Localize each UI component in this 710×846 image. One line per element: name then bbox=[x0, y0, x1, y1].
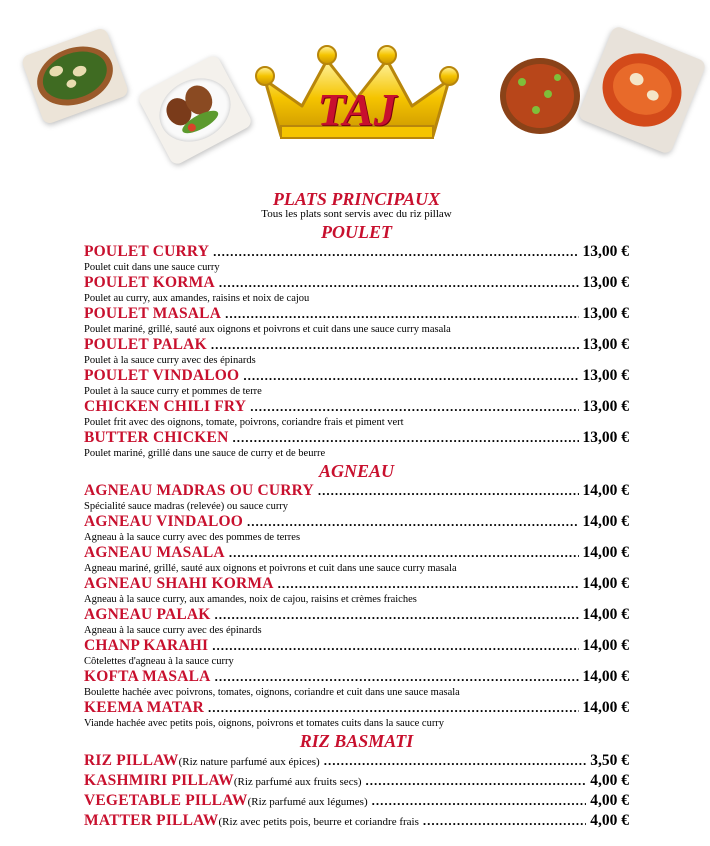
item-description: Agneau à la sauce curry, aux amandes, noix de cajou, raisins et crèmes fraiches bbox=[84, 594, 417, 605]
item-note: (Riz avec petits pois, beurre et coriandre frais bbox=[218, 816, 419, 828]
item-price: 14,00 € bbox=[582, 606, 629, 623]
spinach-curry-photo bbox=[20, 27, 129, 125]
section-agneau bbox=[84, 482, 629, 730]
item-description: Poulet à la sauce curry et pommes de terre bbox=[84, 386, 262, 397]
item-price: 4,00 € bbox=[590, 772, 629, 789]
item-description: Poulet mariné, grillé, sauté aux oignons et poivrons et cuit dans une sauce curry masala bbox=[84, 324, 451, 335]
leader-dots bbox=[324, 753, 587, 769]
item-price: 14,00 € bbox=[582, 637, 629, 654]
item-description: Spécialité sauce madras (relevée) ou sauce curry bbox=[84, 501, 289, 512]
section-poulet bbox=[84, 243, 629, 460]
leader-dots bbox=[318, 483, 579, 499]
leader-dots bbox=[225, 306, 578, 322]
menu-item bbox=[84, 336, 629, 367]
item-price: 13,00 € bbox=[582, 274, 629, 291]
item-price: 13,00 € bbox=[582, 336, 629, 353]
item-name: CHICKEN CHILI FRY bbox=[84, 398, 247, 415]
item-price: 14,00 € bbox=[582, 544, 629, 561]
leader-dots bbox=[208, 700, 578, 716]
menu-item bbox=[84, 544, 629, 575]
leader-dots bbox=[212, 638, 578, 654]
menu-header bbox=[0, 0, 710, 175]
leader-dots bbox=[366, 773, 587, 789]
section-title-poulet: POULET bbox=[321, 222, 392, 242]
leader-dots bbox=[232, 430, 578, 446]
item-name: CHANP KARAHI bbox=[84, 637, 209, 654]
keema-matar-photo bbox=[496, 50, 586, 138]
menu-item bbox=[84, 606, 629, 637]
menu-item bbox=[84, 699, 629, 730]
item-name: POULET VINDALOO bbox=[84, 367, 240, 384]
item-name: POULET MASALA bbox=[84, 305, 222, 322]
item-description: Poulet frit avec des oignons, tomate, poivrons, coriandre frais et piment vert bbox=[84, 417, 404, 428]
item-price: 13,00 € bbox=[582, 367, 629, 384]
item-name: KOFTA MASALA bbox=[84, 668, 211, 685]
leader-dots bbox=[211, 337, 579, 353]
item-price: 3,50 € bbox=[590, 752, 629, 769]
item-description: Poulet au curry, aux amandes, raisins et noix de cajou bbox=[84, 293, 310, 304]
item-description: Poulet à la sauce curry avec des épinards bbox=[84, 355, 256, 366]
taj-logo bbox=[247, 40, 467, 150]
item-name: MATTER PILLAW bbox=[84, 812, 219, 829]
menu-item bbox=[84, 398, 629, 429]
item-price: 4,00 € bbox=[590, 812, 629, 829]
menu-note: Tous les plats sont servis avec du riz pillaw bbox=[261, 208, 452, 220]
leader-dots bbox=[278, 576, 579, 592]
butter-chicken-photo bbox=[577, 25, 707, 155]
item-name: AGNEAU MADRAS OU CURRY bbox=[84, 482, 314, 499]
item-name: POULET CURRY bbox=[84, 243, 210, 260]
menu-item bbox=[84, 513, 629, 544]
menu-item bbox=[84, 772, 629, 792]
menu-item bbox=[84, 575, 629, 606]
item-price: 14,00 € bbox=[582, 482, 629, 499]
leader-dots bbox=[372, 793, 587, 809]
menu-item bbox=[84, 668, 629, 699]
menu-item bbox=[84, 274, 629, 305]
item-price: 14,00 € bbox=[582, 575, 629, 592]
item-description: Poulet mariné, grillé dans une sauce de curry et de beurre bbox=[84, 448, 326, 459]
leader-dots bbox=[423, 813, 586, 829]
item-price: 14,00 € bbox=[582, 513, 629, 530]
leader-dots bbox=[243, 368, 578, 384]
menu-item bbox=[84, 482, 629, 513]
item-note: (Riz parfumé aux fruits secs) bbox=[233, 776, 362, 788]
item-description: Agneau à la sauce curry avec des épinards bbox=[84, 625, 262, 636]
item-price: 13,00 € bbox=[582, 305, 629, 322]
item-note: (Riz parfumé aux légumes) bbox=[247, 796, 368, 808]
item-price: 4,00 € bbox=[590, 792, 629, 809]
leader-dots bbox=[219, 275, 579, 291]
item-name: KEEMA MATAR bbox=[84, 699, 205, 716]
item-name: KASHMIRI PILLAW bbox=[84, 772, 234, 789]
section-title-agneau: AGNEAU bbox=[318, 461, 394, 481]
section-riz-basmati bbox=[84, 752, 629, 832]
item-description: Viande hachée avec petits pois, oignons, poivrons et tomates cuits dans la sauce curry bbox=[84, 718, 445, 729]
leader-dots bbox=[229, 545, 579, 561]
menu-item bbox=[84, 243, 629, 274]
menu-item bbox=[84, 367, 629, 398]
section-title-riz-basmati: RIZ BASMATI bbox=[299, 731, 414, 751]
menu-item bbox=[84, 305, 629, 336]
item-description: Agneau mariné, grillé, sauté aux oignons et poivrons et cuit dans une sauce curry masala bbox=[84, 563, 457, 574]
lamb-chops-photo bbox=[136, 54, 253, 167]
item-name: VEGETABLE PILLAW bbox=[84, 792, 248, 809]
item-name: RIZ PILLAW bbox=[84, 752, 179, 769]
menu-item bbox=[84, 792, 629, 812]
menu-content bbox=[84, 189, 629, 832]
leader-dots bbox=[215, 607, 579, 623]
item-name: AGNEAU PALAK bbox=[84, 606, 211, 623]
item-price: 13,00 € bbox=[582, 429, 629, 446]
item-price: 14,00 € bbox=[582, 668, 629, 685]
item-description: Poulet cuit dans une sauce curry bbox=[84, 262, 220, 273]
item-price: 14,00 € bbox=[582, 699, 629, 716]
item-name: AGNEAU SHAHI KORMA bbox=[84, 575, 274, 592]
item-name: POULET KORMA bbox=[84, 274, 215, 291]
menu-item bbox=[84, 637, 629, 668]
item-price: 13,00 € bbox=[582, 243, 629, 260]
item-description: Agneau à la sauce curry avec des pommes de terres bbox=[84, 532, 301, 543]
menu-item bbox=[84, 752, 629, 772]
item-description: Côtelettes d'agneau à la sauce curry bbox=[84, 656, 234, 667]
logo-text: TAJ bbox=[317, 84, 397, 135]
menu-title: PLATS PRINCIPAUX bbox=[272, 189, 441, 209]
item-price: 13,00 € bbox=[582, 398, 629, 415]
item-name: POULET PALAK bbox=[84, 336, 207, 353]
leader-dots bbox=[250, 399, 578, 415]
leader-dots bbox=[247, 514, 578, 530]
item-description: Boulette hachée avec poivrons, tomates, oignons, coriandre et cuit dans une sauce masala bbox=[84, 687, 460, 698]
menu-item bbox=[84, 812, 629, 832]
item-name: AGNEAU VINDALOO bbox=[84, 513, 244, 530]
menu-item bbox=[84, 429, 629, 460]
item-name: AGNEAU MASALA bbox=[84, 544, 225, 561]
leader-dots bbox=[215, 669, 579, 685]
item-note: (Riz nature parfumé aux épices) bbox=[178, 756, 320, 768]
item-name: BUTTER CHICKEN bbox=[84, 429, 229, 446]
leader-dots bbox=[213, 244, 578, 260]
